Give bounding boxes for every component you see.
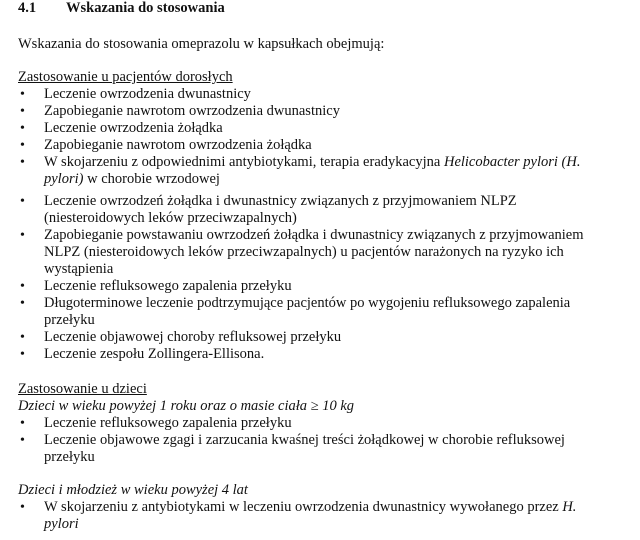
bullet-icon: • [20, 228, 25, 243]
list-item: • W skojarzeniu z antybiotykami w leczeniu owrzodzenia dwunastnicy wywołanego przez H. pylori [20, 499, 577, 532]
list-item: • W skojarzeniu z odpowiednimi antybiotykami, terapia eradykacyjna Helicobacter pylori (H. pylori) w chorobie wrzodowej [20, 154, 581, 187]
adults-indication-list [18, 86, 610, 363]
bullet-icon: • [20, 155, 25, 170]
list-item: • Zapobieganie nawrotom owrzodzenia dwunastnicy [20, 103, 340, 119]
bullet-icon: • [20, 87, 25, 102]
children-group2-list [18, 499, 610, 533]
children-group2-subtitle: Dzieci i młodzież w wieku powyżej 4 lat [18, 482, 248, 498]
list-item: • Leczenie objawowej choroby refluksowej przełyku [20, 329, 342, 345]
list-item: • Zapobieganie nawrotom owrzodzenia żołądka [20, 137, 312, 153]
section-title: Wskazania do stosowania [66, 0, 225, 16]
section-heading [18, 0, 225, 17]
bullet-icon: • [20, 433, 25, 448]
list-item: • Leczenie owrzodzenia żołądka [20, 120, 223, 136]
bullet-icon: • [20, 194, 25, 209]
bullet-icon: • [20, 416, 25, 431]
list-item: • Leczenie owrzodzeń żołądka i dwunastnicy związanych z przyjmowaniem NLPZ (niesteroidowych leków przeciwzapalnych) [20, 193, 517, 226]
list-item: • Leczenie zespołu Zollingera-Ellisona. [20, 346, 265, 362]
children-section [18, 381, 610, 466]
list-item: • Zapobieganie powstawaniu owrzodzeń żołądka i dwunastnicy związanych z przyjmowaniem NLPZ (niesteroidowych leków przeciwzapalnych) u pacjentów narażonych na ryzyko ich wystąpienia [20, 227, 584, 277]
bullet-icon: • [20, 121, 25, 136]
section-number: 4.1 [18, 0, 37, 16]
children-group1-list [18, 415, 610, 466]
children-group2-section [18, 482, 610, 533]
bullet-icon: • [20, 500, 25, 515]
bullet-icon: • [20, 138, 25, 153]
list-item: • Leczenie refluksowego zapalenia przełyku [20, 278, 292, 294]
list-item: • Leczenie owrzodzenia dwunastnicy [20, 86, 251, 102]
adults-section-title: Zastosowanie u pacjentów dorosłych [18, 69, 233, 85]
bullet-icon: • [20, 104, 25, 119]
list-item: • Leczenie objawowe zgagi i zarzucania kwaśnej treści żołądkowej w chorobie refluksowej przełyku [20, 432, 565, 465]
bullet-icon: • [20, 296, 25, 311]
children-section-title: Zastosowanie u dzieci [18, 381, 147, 397]
list-item: • Długoterminowe leczenie podtrzymujące pacjentów po wygojeniu refluksowego zapalenia przełyku [20, 295, 571, 328]
bullet-icon: • [20, 279, 25, 294]
list-item: • Leczenie refluksowego zapalenia przełyku [20, 415, 292, 431]
intro-paragraph: Wskazania do stosowania omeprazolu w kapsułkach obejmują: [18, 36, 385, 52]
bullet-icon: • [20, 330, 25, 345]
children-group1-subtitle: Dzieci w wieku powyżej 1 roku oraz o masie ciała ≥ 10 kg [18, 398, 355, 414]
bullet-icon: • [20, 347, 25, 362]
adults-section [18, 69, 610, 363]
